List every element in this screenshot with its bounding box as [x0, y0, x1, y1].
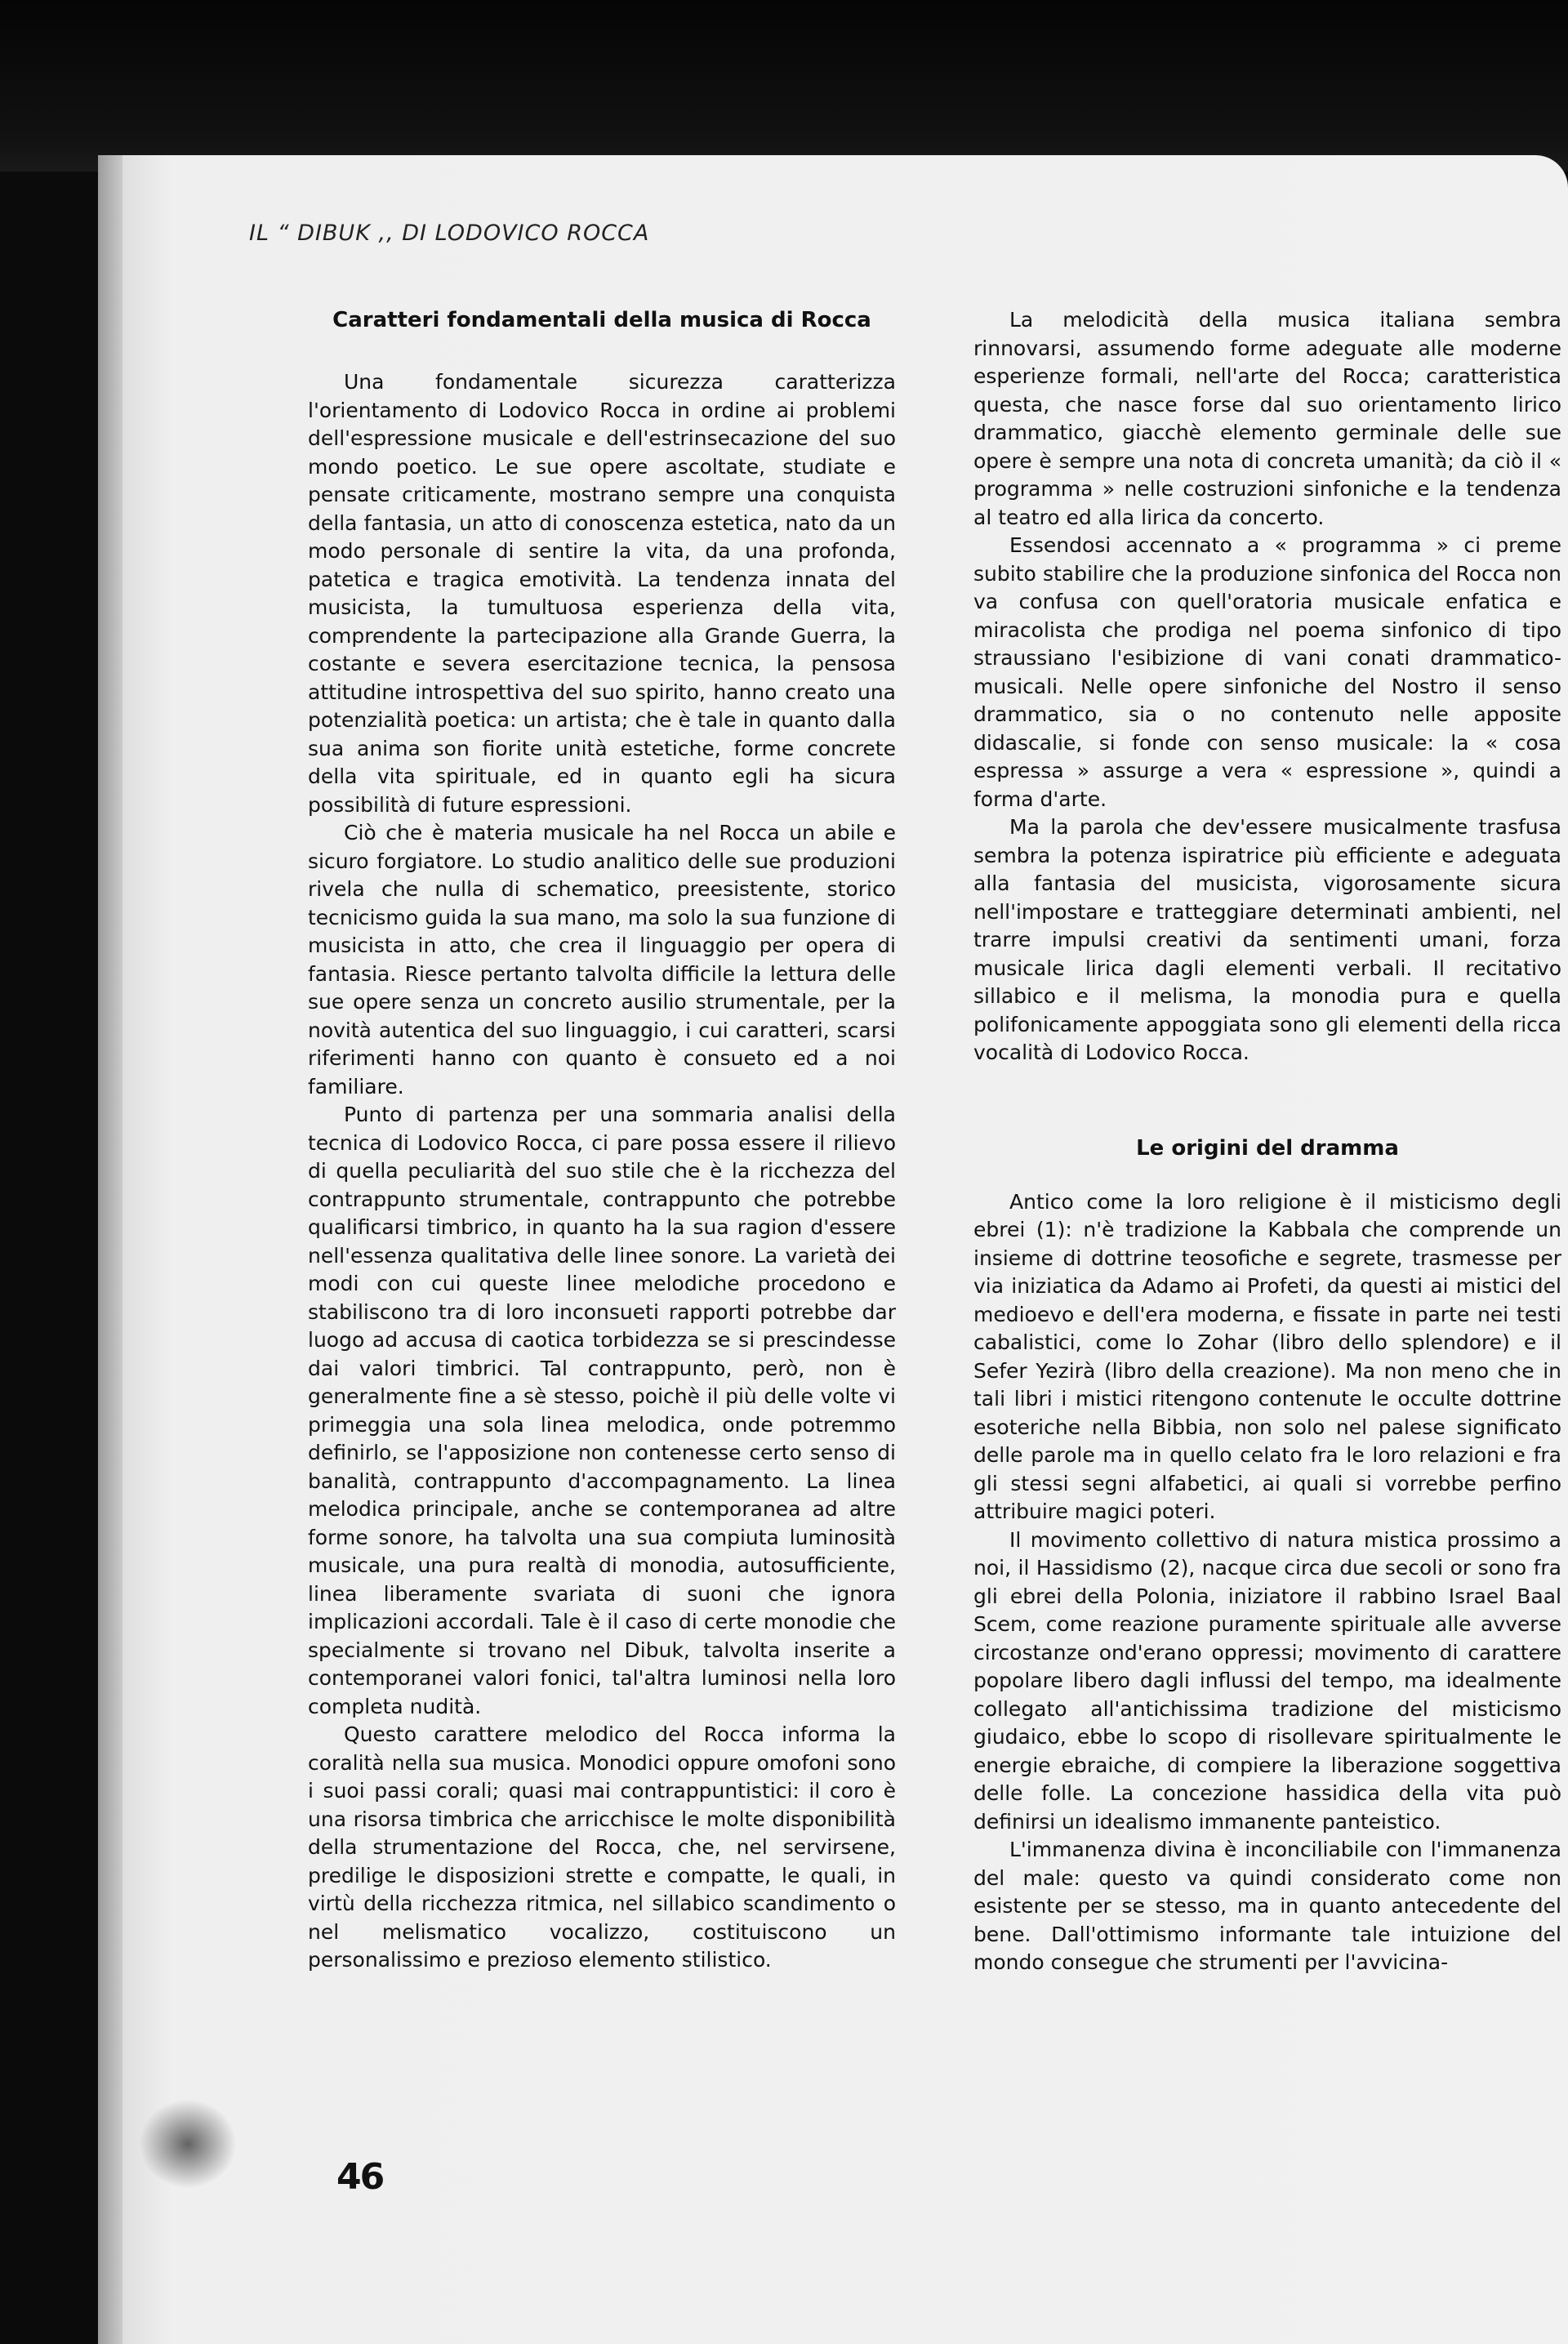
paragraph: Essendosi accennato a « programma » ci preme subito stabilire che la produzione sinfonica del Rocca non va confusa con quell'oratoria musicale enfatica e miracolista che prodiga nel poema sinfonico di tipo straussiano l'esibizione di vani conati drammatico-musicali. Nelle opere sinfoniche del Nostro il senso drammatico, sia o no contenuto nelle apposite didascalie, si fonde con senso musicale: la « cosa espressa » assurge a vera « espressione », quindi a forma d'arte. — [973, 533, 1561, 811]
paragraph: L'immanenza divina è inconciliabile con l'immanenza del male: questo va quindi considerato come non esistente per se stesso, ma in quanto antecedente del bene. Dall'ottimismo informante tale intuizione del mondo consegue che strumenti per l'avvicina- — [973, 1838, 1561, 1974]
page-number: 46 — [336, 2156, 384, 2198]
paragraph: La melodicità della musica italiana sembra rinnovarsi, assumendo forme adeguate alle moderne esperienze formali, nell'arte del Rocca; caratteristica questa, che nasce forse dal suo orientamento lirico drammatico, giacchè elemento germinale delle sue opere è sempre una nota di concreta umanità; da ciò il « programma » nelle costruzioni sinfoniche e la tendenza al teatro ed alla lirica da concerto. — [973, 308, 1561, 529]
section-heading-caratteri: Caratteri fondamentali della musica di Rocca — [332, 308, 871, 332]
running-head: IL “ DIBUK ,, DI LODOVICO ROCCA — [249, 221, 650, 246]
ink-smudge — [139, 2099, 237, 2189]
paragraph: Una fondamentale sicurezza caratterizza l'orientamento di Lodovico Rocca in ordine ai problemi dell'espressione musicale e dell'estrinsecazione del suo mondo poetico. Le sue opere ascoltate, studiate e pensate criticamente, mostrano sempre una conquista della fantasia, un atto di conoscenza estetica, nato da un modo personale di sentire la vita, da una profonda, patetica e tragica emotività. La tendenza innata del musicista, la tumultuosa esperienza della vita, comprendente la partecipazione alla Grande Guerra, la costante e severa esercitazione tecnica, la pensosa attitudine introspettiva del suo spirito, hanno creato una potenzialità poetica: un artista; che è tale in quanto dalla sua anima son fiorite unità estetiche, forme concrete della vita spirituale, ed in quanto egli ha sicura possibilità di future espressioni. — [308, 370, 896, 817]
paragraph: Ciò che è materia musicale ha nel Rocca un abile e sicuro forgiatore. Lo studio analitico delle sue produzioni rivela che nulla di schematico, preesistente, storico tecnicismo guida la sua mano, ma solo la sua funzione di musicista in atto, che crea il linguaggio per opera di fantasia. Riesce pertanto talvolta difficile la lettura delle sue opere senza un concreto ausilio strumentale, per la novità autentica del suo linguaggio, i cui caratteri, scarsi riferimenti hanno con quanto è consueto ed a noi familiare. — [308, 821, 896, 1098]
section-heading-origini: Le origini del dramma — [1136, 1135, 1399, 1161]
page-gutter-shadow — [98, 155, 122, 2344]
paragraph: Il movimento collettivo di natura mistica prossimo a noi, il Hassidismo (2), nacque circa due secoli or sono fra gli ebrei della Polonia, iniziatore il rabbino Israel Baal Scem, come reazione puramente spirituale alle avverse circostanze ond'erano oppressi; movimento di carattere popolare libero dagli influssi del tempo, ma idealmente collegato all'antichissima tradizione del misticismo giudaico, ebbe lo scopo di risollevare spiritualmente le energie ebraiche, di compiere la liberazione soggettiva delle folle. La concezione hassidica della vita può definirsi un idealismo immanente panteistico. — [973, 1527, 1561, 1834]
book-page — [98, 155, 1568, 2344]
paragraph: Antico come la loro religione è il misticismo degli ebrei (1): n'è tradizione la Kabbala che comprende un insieme di dottrine teosofiche e segrete, trasmesse per via iniziatica da Adamo ai Profeti, da questi ai mistici del medioevo e dell'era moderna, e fissate in parte nei testi cabalistici, come lo Zohar (libro dello splendore) e il Sefer Yezirà (libro della creazione). Ma non meno che in tali libri i mistici ritengono contenute le occulte dottrine esoteriche nella Bibbia, non solo nel palese significato delle parole ma in quello celato fra le loro relazioni e fra gli stessi segni alfabetici, ai quali si vorrebbe perfino attribuire magici poteri. — [973, 1189, 1561, 1523]
right-column — [973, 306, 1561, 1977]
left-column — [308, 306, 896, 1975]
paragraph: Punto di partenza per una sommaria analisi della tecnica di Lodovico Rocca, ci pare possa essere il rilievo di quella peculiarità del suo stile che è la ricchezza del contrappunto strumentale, contrappunto che potrebbe qualificarsi timbrico, in quanto ha la sua ragion d'essere nell'essenza qualitativa delle linee sonore. La varietà dei modi con cui queste linee melodiche procedono e stabiliscono tra di loro inconsueti rapporti potrebbe dar luogo ad accusa di caotica torbidezza se si prescindesse dai valori timbrici. Tal contrappunto, però, non è generalmente fine a sè stesso, poichè il più delle volte vi primeggia una sola linea melodica, onde potremmo definirlo, se l'apposizione non contenesse certo senso di banalità, contrappunto d'accompagnamento. La linea melodica principale, anche se contemporanea ad altre forme sonore, ha talvolta una sua compiuta luminosità musicale, una pura realtà di monodia, autosufficiente, linea liberamente svariata di suoni che ignora implicazioni accordali. Tale è il caso di certe monodie che specialmente si trovano nel Dibuk, talvolta inserite a contemporanei valori fonici, tal'altra luminosi nella loro completa nudità. — [308, 1103, 896, 1718]
scan-dark-border — [0, 0, 1568, 172]
paragraph: Ma la parola che dev'essere musicalmente trasfusa sembra la potenza ispiratrice più efficiente e adeguata alla fantasia del musicista, vigorosamente sicura nell'impostare e tratteggiare determinati ambienti, nel trarre impulsi creativi da sentimenti umani, forza musicale lirica dagli elementi verbali. Il recitativo sillabico e il melisma, la monodia pura e quella polifonicamente appoggiata sono gli elementi della ricca vocalità di Lodovico Rocca. — [973, 815, 1561, 1064]
paragraph: Questo carattere melodico del Rocca informa la coralità nella sua musica. Monodici oppure omofoni sono i suoi passi corali; quasi mai contrappuntistici: il coro è una risorsa timbrica che arricchisce le molte disponibilità della strumentazione del Rocca, che, nel servirsene, predilige le disposizioni strette e compatte, le quali, in virtù della ricchezza ritmica, nel sillabico scandimento o nel melismatico vocalizzo, costituiscono un personalissimo e prezioso elemento stilistico. — [308, 1722, 896, 1972]
